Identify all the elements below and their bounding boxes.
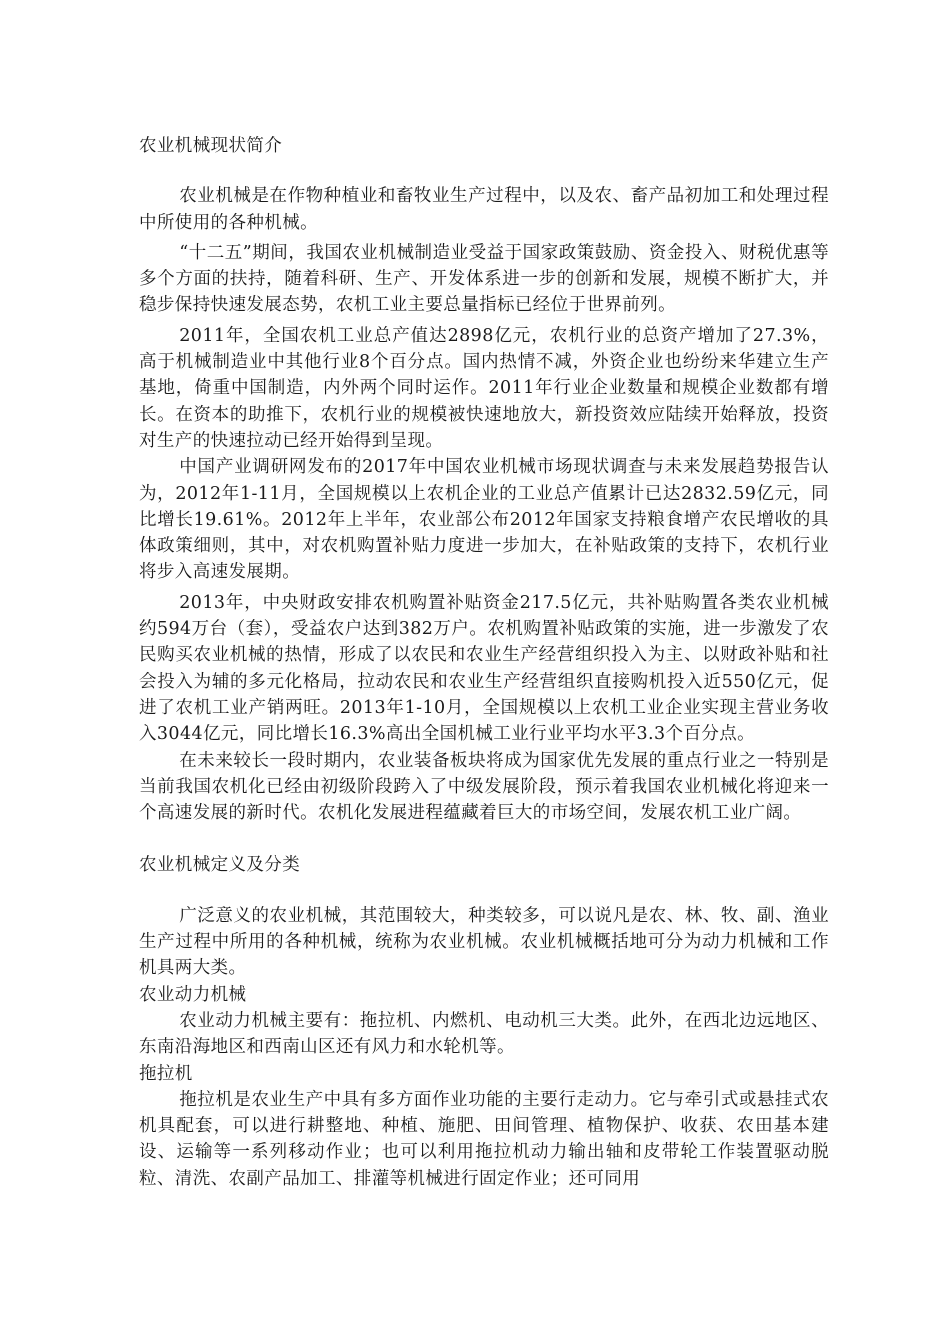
paragraph-2011: 2011年，全国农机工业总产值达2898亿元，农机行业的总资产增加了27.3%，高于机械制造业中其他行业8个百分点。国内热情不减，外资企业也纷纷来华建立生产基地，倚重中国制造，内外两个同时运作。2011年行业企业数量和规模企业数都有增长。在资本的助推下，农机行业的规模被快速地放大，新投资效应陆续开始释放，投资对生产的快速拉动已经开始得到呈现。 <box>139 325 829 451</box>
paragraph-future: 在未来较长一段时期内，农业装备板块将成为国家优先发展的重点行业之一特别是当前我国农机化已经由初级阶段跨入了中级发展阶段，预示着我国农业机械化将迎来一个高速发展的新时代。农机化发展进程蕴藏着巨大的市场空间，发展农机工业广阔。 <box>139 750 829 824</box>
paragraph-2012: 中国产业调研网发布的2017年中国农业机械市场现状调查与未来发展趋势报告认为，2012年1-11月，全国规模以上农机企业的工业总产值累计已达2832.59亿元，同比增长19.61%。2012年上半年，农业部公布2012年国家支持粮食增产农民增收的具体政策细则，其中，对农机购置补贴力度进一步加大，在补贴政策的支持下，农机行业将步入高速发展期。 <box>139 457 829 583</box>
paragraph-twelfth-five-year: “十二五”期间，我国农业机械制造业受益于国家政策鼓励、资金投入、财税优惠等多个方面的扶持，随着科研、生产、开发体系进一步的创新和发展，规模不断扩大，并稳步保持快速发展态势，农机工业主要总量指标已经位于世界前列。 <box>139 242 829 316</box>
subheading-power-machinery: 农业动力机械 <box>139 984 247 1005</box>
paragraph-definition: 农业机械是在作物种植业和畜牧业生产过程中，以及农、畜产品初加工和处理过程中所使用的各种机械。 <box>139 186 829 233</box>
paragraph-broad-definition: 广泛意义的农业机械，其范围较大，种类较多，可以说凡是农、林、牧、副、渔业生产过程中所用的各种机械，统称为农业机械。农业机械概括地可分为动力机械和工作机具两大类。 <box>139 905 829 979</box>
paragraph-tractor: 拖拉机是农业生产中具有多方面作业功能的主要行走动力。它与牵引式或悬挂式农机具配套，可以进行耕整地、种植、施肥、田间管理、植物保护、收获、农田基本建设、运输等一系列移动作业；也可以利用拖拉机动力输出轴和皮带轮工作装置驱动脱粒、清洗、农副产品加工、排灌等机械进行固定作业；还可同用 <box>139 1089 829 1189</box>
paragraph-2013: 2013年，中央财政安排农机购置补贴资金217.5亿元，共补贴购置各类农业机械约594万台（套），受益农户达到382万户。农机购置补贴政策的实施，进一步激发了农民购买农业机械的热情，形成了以农民和农业生产经营组织投入为主、以财政补贴和社会投入为辅的多元化格局，拉动农民和农业生产经营组织直接购机投入近550亿元，促进了农机工业产销两旺。2013年1-10月，全国规模以上农机工业企业实现主营业务收入3044亿元，同比增长16.3%高出全国机械工业行业平均水平3.3个百分点。 <box>139 592 829 745</box>
section-title-definition: 农业机械定义及分类 <box>139 855 301 876</box>
paragraph-power-machinery: 农业动力机械主要有：拖拉机、内燃机、电动机三大类。此外，在西北边远地区、东南沿海地区和西南山区还有风力和水轮机等。 <box>139 1010 829 1058</box>
subheading-tractor: 拖拉机 <box>139 1063 193 1084</box>
section-title-overview: 农业机械现状简介 <box>139 136 283 156</box>
document-body <box>139 133 829 1192</box>
